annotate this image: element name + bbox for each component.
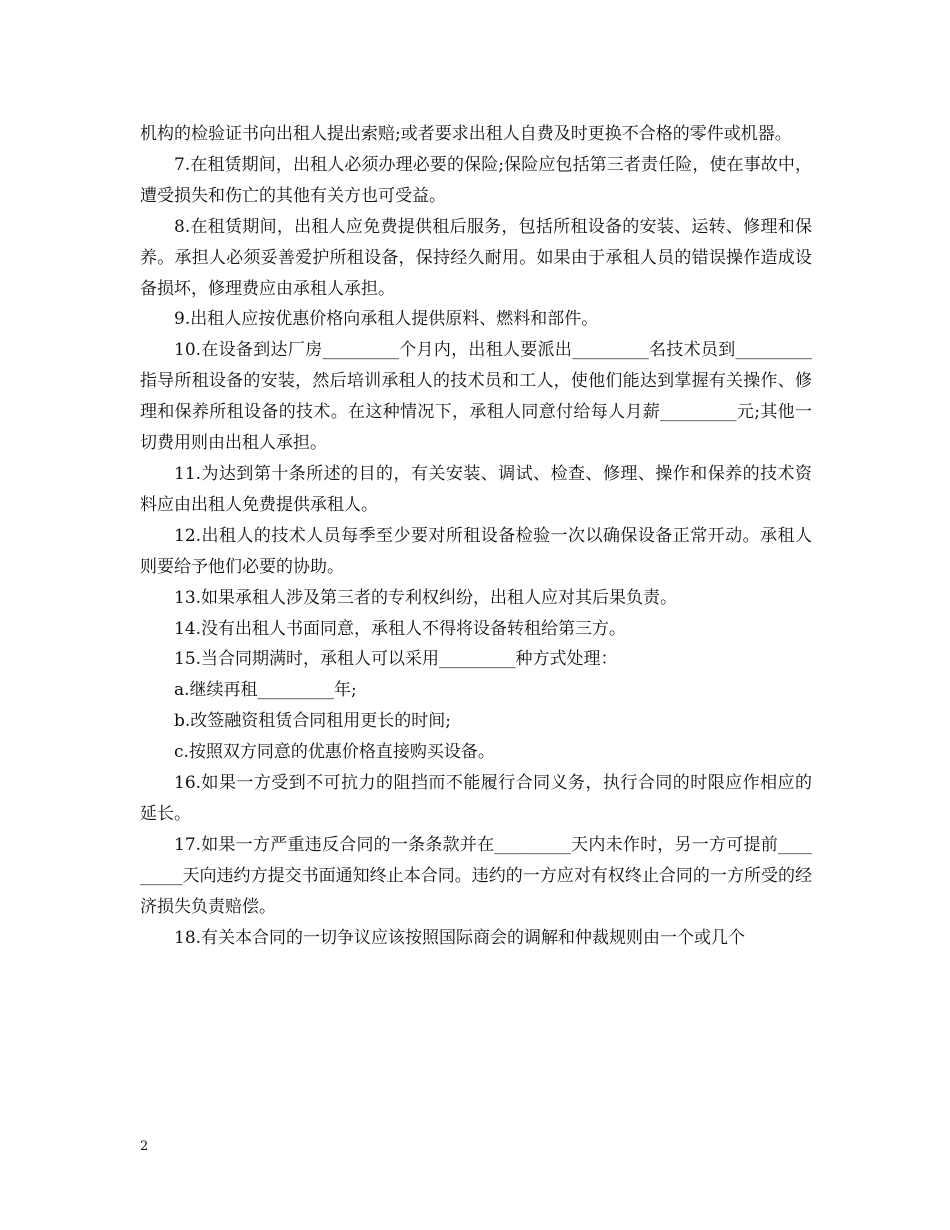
clause-15: 15.当合同期满时，承租人可以采用_________种方式处理：	[174, 649, 618, 670]
page-number: 2	[140, 1139, 149, 1154]
clause-15-option-b: b.改签融资租赁合同租用更长的时间;	[174, 711, 452, 732]
document-body	[140, 119, 812, 953]
clause-11: 11.为达到第十条所述的目的，有关安装、调试、检查、修理、操作和保养的技术资料应由出租人免费提供承租人。	[140, 463, 812, 515]
clause-18: 18.有关本合同的一切争议应该按照国际商会的调解和仲裁规则由一个或几个	[174, 927, 746, 948]
clause-17: 17.如果一方严重违反合同的一条条款并在_________天内未作时，另一方可提前_________天向违约方提交书面通知终止本合同。违约的一方应对有权终止合同的一方所受的经济损失负责赔偿。	[140, 834, 812, 917]
clause-9: 9.出租人应按优惠价格向承租人提供原料、燃料和部件。	[174, 309, 599, 330]
paragraph-continuation: 机构的检验证书向出租人提出索赔;或者要求出租人自费及时更换不合格的零件或机器。	[140, 124, 792, 144]
clause-13: 13.如果承租人涉及第三者的专利权纠纷，出租人应对其后果负责。	[174, 587, 678, 608]
clause-12: 12.出租人的技术人员每季至少要对所租设备检验一次以确保设备正常开动。承租人则要给予他们必要的协助。	[140, 525, 812, 577]
clause-14: 14.没有出租人书面同意，承租人不得将设备转租给第三方。	[174, 618, 627, 639]
clause-10: 10.在设备到达厂房_________个月内，出租人要派出_________名技术员到_________指导所租设备的安装，然后培训承租人的技术员和工人，使他们能达到掌握有关操作、修理和保养所租设备的技术。在这种情况下，承租人同意付给每人月薪_________元;其他一切费用则由出租人承担。	[140, 340, 812, 454]
clause-7: 7.在租赁期间，出租人必须办理必要的保险;保险应包括第三者责任险，使在事故中，遭受损失和伤亡的其他有关方也可受益。	[140, 154, 812, 206]
clause-15-option-a: a.继续再租_________年;	[174, 680, 357, 701]
clause-8: 8.在租赁期间，出租人应免费提供租后服务，包括所租设备的安装、运转、修理和保养。承担人必须妥善爱护所租设备，保持经久耐用。如果由于承租人员的错误操作造成设备损坏，修理费应由承租人承担。	[140, 216, 812, 299]
clause-16: 16.如果一方受到不可抗力的阻挡而不能履行合同义务，执行合同的时限应作相应的延长。	[140, 773, 812, 824]
clause-15-option-c: c.按照双方同意的优惠价格直接购买设备。	[174, 742, 495, 763]
